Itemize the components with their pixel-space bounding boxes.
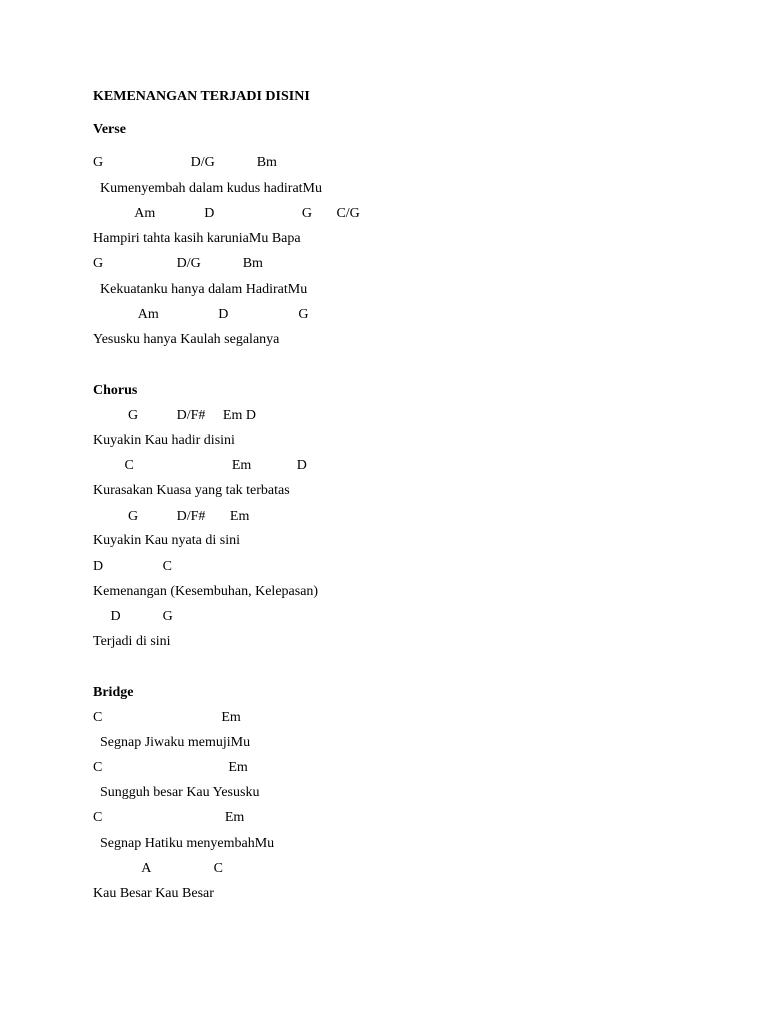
- lyric-line: Yesusku hanya Kaulah segalanya: [93, 332, 280, 347]
- chord-line: G D/G Bm: [93, 256, 263, 271]
- chord-line: C Em D: [93, 458, 307, 473]
- chord-line: G D/F# Em: [93, 509, 250, 524]
- song-title: KEMENANGAN TERJADI DISINI: [93, 89, 310, 104]
- chord-line: A C: [93, 861, 223, 876]
- chord-line: C Em: [93, 760, 248, 775]
- lyric-line: Hampiri tahta kasih karuniaMu Bapa: [93, 231, 301, 246]
- lyric-line: Kau Besar Kau Besar: [93, 886, 214, 901]
- lyric-line: Kemenangan (Kesembuhan, Kelepasan): [93, 584, 319, 599]
- chord-line: Am D G: [93, 307, 309, 322]
- chord-line: C Em: [93, 810, 245, 825]
- lyric-line: Kurasakan Kuasa yang tak terbatas: [93, 483, 290, 498]
- lyric-line: Kumenyembah dalam kudus hadiratMu: [93, 181, 323, 196]
- lyric-line: Sungguh besar Kau Yesusku: [93, 785, 260, 800]
- lyric-line: Kuyakin Kau hadir disini: [93, 433, 235, 448]
- chord-line: D G: [93, 609, 173, 624]
- section-heading-verse: Verse: [93, 122, 126, 137]
- lyric-line: Kuyakin Kau nyata di sini: [93, 533, 240, 548]
- lyric-line: Terjadi di sini: [93, 634, 171, 649]
- section-heading-chorus: Chorus: [93, 383, 138, 398]
- chord-line: G D/G Bm: [93, 155, 277, 170]
- lyric-line: Segnap Jiwaku memujiMu: [93, 735, 251, 750]
- chord-line: G D/F# Em D: [93, 408, 256, 423]
- lyric-line: Kekuatanku hanya dalam HadiratMu: [93, 282, 308, 297]
- lyric-line: Segnap Hatiku menyembahMu: [93, 836, 275, 851]
- chord-line: Am D G C/G: [93, 206, 360, 221]
- chord-line: D C: [93, 559, 172, 574]
- section-heading-bridge: Bridge: [93, 685, 134, 700]
- chord-line: C Em: [93, 710, 241, 725]
